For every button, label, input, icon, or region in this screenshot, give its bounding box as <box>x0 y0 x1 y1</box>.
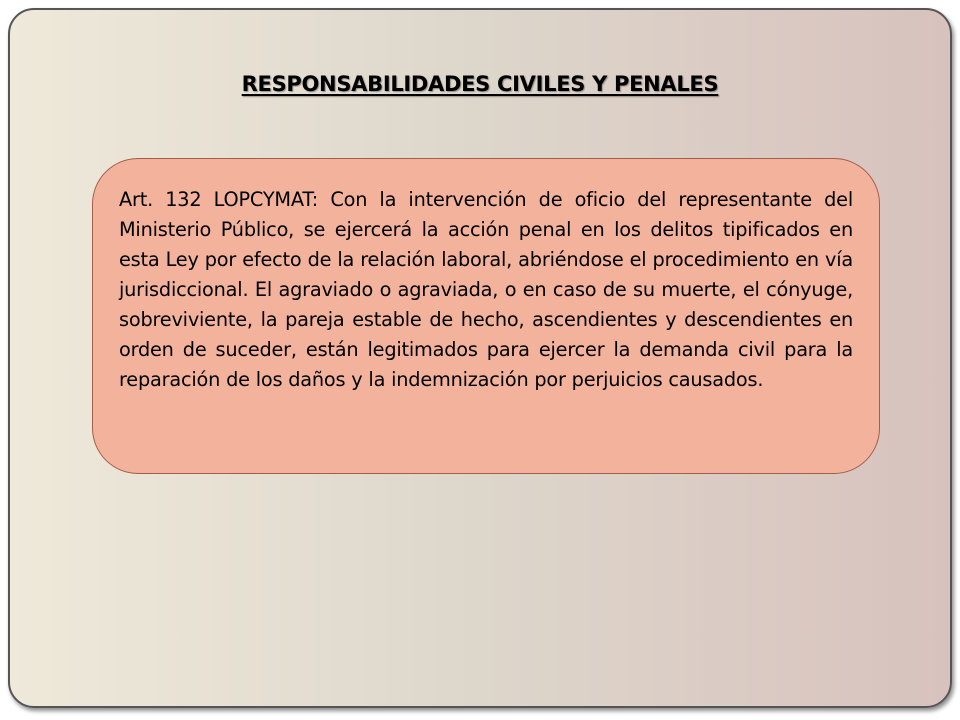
callout-body-text: Art. 132 LOPCYMAT: Con la intervención de oficio del representante del Ministerio Público, se ejercerá la acción penal en los delitos tipificados en esta Ley por efecto de la relación laboral, abriéndose el procedimiento en vía jurisdiccional. El agraviado o agraviada, o en caso de su muerte, el cónyuge, sobreviviente, la pareja estable de hecho, ascendientes y descendientes en orden de suceder, están legitimados para ejercer la demanda civil para la reparación de los daños y la indemnización por perjuicios causados. <box>119 188 853 391</box>
slide-title: RESPONSABILIDADES CIVILES Y PENALES <box>241 72 719 96</box>
slide <box>8 8 952 708</box>
text-callout-box <box>92 158 880 474</box>
